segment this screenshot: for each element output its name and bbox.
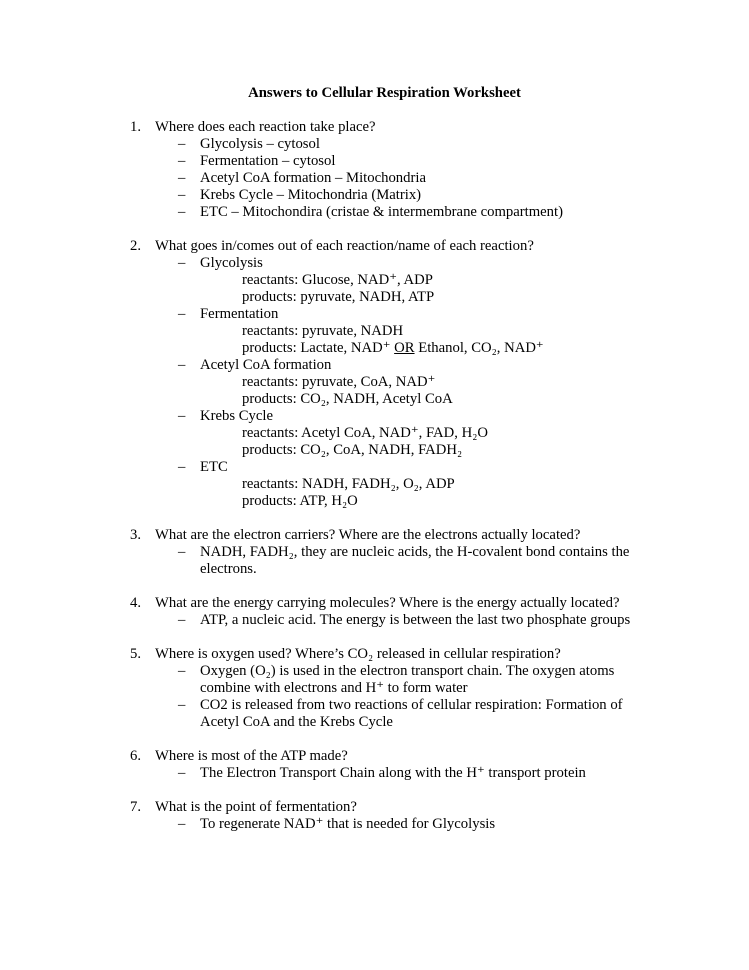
- question-number: 6.: [130, 748, 142, 764]
- answer-item: [178, 663, 749, 680]
- bullet-dash: –: [178, 544, 186, 560]
- answer-item: [178, 187, 749, 204]
- question-line: [130, 646, 749, 663]
- question-line: [130, 119, 749, 136]
- question-number: 3.: [130, 527, 142, 543]
- answer-item: [178, 153, 749, 170]
- question-text: What are the energy carrying molecules? Where is the energy actually located?: [155, 595, 620, 611]
- question-2: [130, 238, 749, 510]
- bullet-dash: –: [178, 187, 186, 203]
- answer-item: [178, 204, 749, 221]
- bullet-dash: –: [178, 357, 186, 373]
- question-number: 4.: [130, 595, 142, 611]
- bullet-dash: –: [178, 765, 186, 781]
- bullet-dash: –: [178, 459, 186, 475]
- answer-text: Glycolysis – cytosol: [200, 136, 320, 152]
- answer-item: [178, 170, 749, 187]
- question-number: 5.: [130, 646, 142, 662]
- bullet-dash: –: [178, 816, 186, 832]
- answer-text: Acetyl CoA formation – Mitochondria: [200, 170, 426, 186]
- reaction-name: Fermentation: [200, 306, 279, 322]
- products-line: [242, 340, 749, 357]
- answer-text: Fermentation – cytosol: [200, 153, 336, 169]
- bullet-dash: –: [178, 204, 186, 220]
- products-or-underlined: OR: [394, 340, 415, 356]
- question-text: Where does each reaction take place?: [155, 119, 376, 135]
- bullet-dash: –: [178, 153, 186, 169]
- reactants-line: reactants: pyruvate, NADH: [242, 323, 404, 339]
- answer-continuation: combine with electrons and H⁺ to form water: [200, 680, 468, 696]
- reactants-line: reactants: Glucose, NAD⁺, ADP: [242, 272, 433, 288]
- reaction-name: Glycolysis: [200, 255, 263, 271]
- reaction-name: ETC: [200, 459, 228, 475]
- question-line: [130, 748, 749, 765]
- answer-item: [178, 612, 749, 629]
- question-3: [130, 527, 749, 578]
- reaction-item: [178, 459, 749, 476]
- products-line: products: ATP, H₂O: [242, 493, 358, 509]
- products-line: products: CO₂, CoA, NADH, FADH₂: [242, 442, 463, 458]
- bullet-dash: –: [178, 255, 186, 271]
- answer-text: ATP, a nucleic acid. The energy is between the last two phosphate groups: [200, 612, 631, 628]
- answer-text: Oxygen (O₂) is used in the electron transport chain. The oxygen atoms: [200, 663, 615, 679]
- page-title: Answers to Cellular Respiration Worksheet: [248, 85, 521, 101]
- question-number: 7.: [130, 799, 142, 815]
- bullet-dash: –: [178, 663, 186, 679]
- products-line: products: pyruvate, NADH, ATP: [242, 289, 435, 305]
- products-line: products: CO₂, NADH, Acetyl CoA: [242, 391, 453, 407]
- reaction-name: Krebs Cycle: [200, 408, 274, 424]
- question-number: 1.: [130, 119, 142, 135]
- answer-text: NADH, FADH₂, they are nucleic acids, the H-covalent bond contains the: [200, 544, 630, 560]
- bullet-dash: –: [178, 612, 186, 628]
- answer-text: To regenerate NAD⁺ that is needed for Glycolysis: [200, 816, 496, 832]
- answer-text: Krebs Cycle – Mitochondria (Matrix): [200, 187, 422, 203]
- question-line: [130, 238, 749, 255]
- question-text: Where is oxygen used? Where’s CO₂ released in cellular respiration?: [155, 646, 561, 662]
- answer-item: [178, 816, 749, 833]
- answer-text: CO2 is released from two reactions of cellular respiration: Formation of: [200, 697, 623, 713]
- question-line: [130, 527, 749, 544]
- bullet-dash: –: [178, 136, 186, 152]
- question-line: [130, 799, 749, 816]
- reactants-line: reactants: pyruvate, CoA, NAD⁺: [242, 374, 436, 390]
- products-text-post: Ethanol, CO₂, NAD⁺: [414, 340, 544, 356]
- reaction-name: Acetyl CoA formation: [200, 357, 332, 373]
- reactants-line: reactants: NADH, FADH₂, O₂, ADP: [242, 476, 455, 492]
- answer-text: ETC – Mitochondira (cristae & intermembrane compartment): [200, 204, 563, 220]
- question-7: [130, 799, 749, 833]
- answer-continuation: electrons.: [200, 561, 257, 577]
- question-6: [130, 748, 749, 782]
- answer-item: [178, 544, 749, 561]
- question-line: [130, 595, 749, 612]
- question-4: [130, 595, 749, 629]
- question-text: What goes in/comes out of each reaction/name of each reaction?: [155, 238, 534, 254]
- question-text: Where is most of the ATP made?: [155, 748, 348, 764]
- products-text-pre: products: Lactate, NAD⁺: [242, 340, 395, 356]
- bullet-dash: –: [178, 408, 186, 424]
- answer-item: [178, 765, 749, 782]
- answer-item: [178, 136, 749, 153]
- bullet-dash: –: [178, 170, 186, 186]
- question-text: What is the point of fermentation?: [155, 799, 357, 815]
- answer-item: [178, 697, 749, 714]
- reaction-item: [178, 408, 749, 425]
- bullet-dash: –: [178, 697, 186, 713]
- answer-text: The Electron Transport Chain along with the H⁺ transport protein: [200, 765, 586, 781]
- answer-continuation: Acetyl CoA and the Krebs Cycle: [200, 714, 393, 730]
- reaction-item: [178, 255, 749, 272]
- reaction-item: [178, 306, 749, 323]
- bullet-dash: –: [178, 306, 186, 322]
- reactants-line: reactants: Acetyl CoA, NAD⁺, FAD, H₂O: [242, 425, 488, 441]
- question-text: What are the electron carriers? Where are the electrons actually located?: [155, 527, 581, 543]
- reaction-item: [178, 357, 749, 374]
- question-number: 2.: [130, 238, 142, 254]
- question-1: [130, 119, 749, 221]
- question-5: [130, 646, 749, 731]
